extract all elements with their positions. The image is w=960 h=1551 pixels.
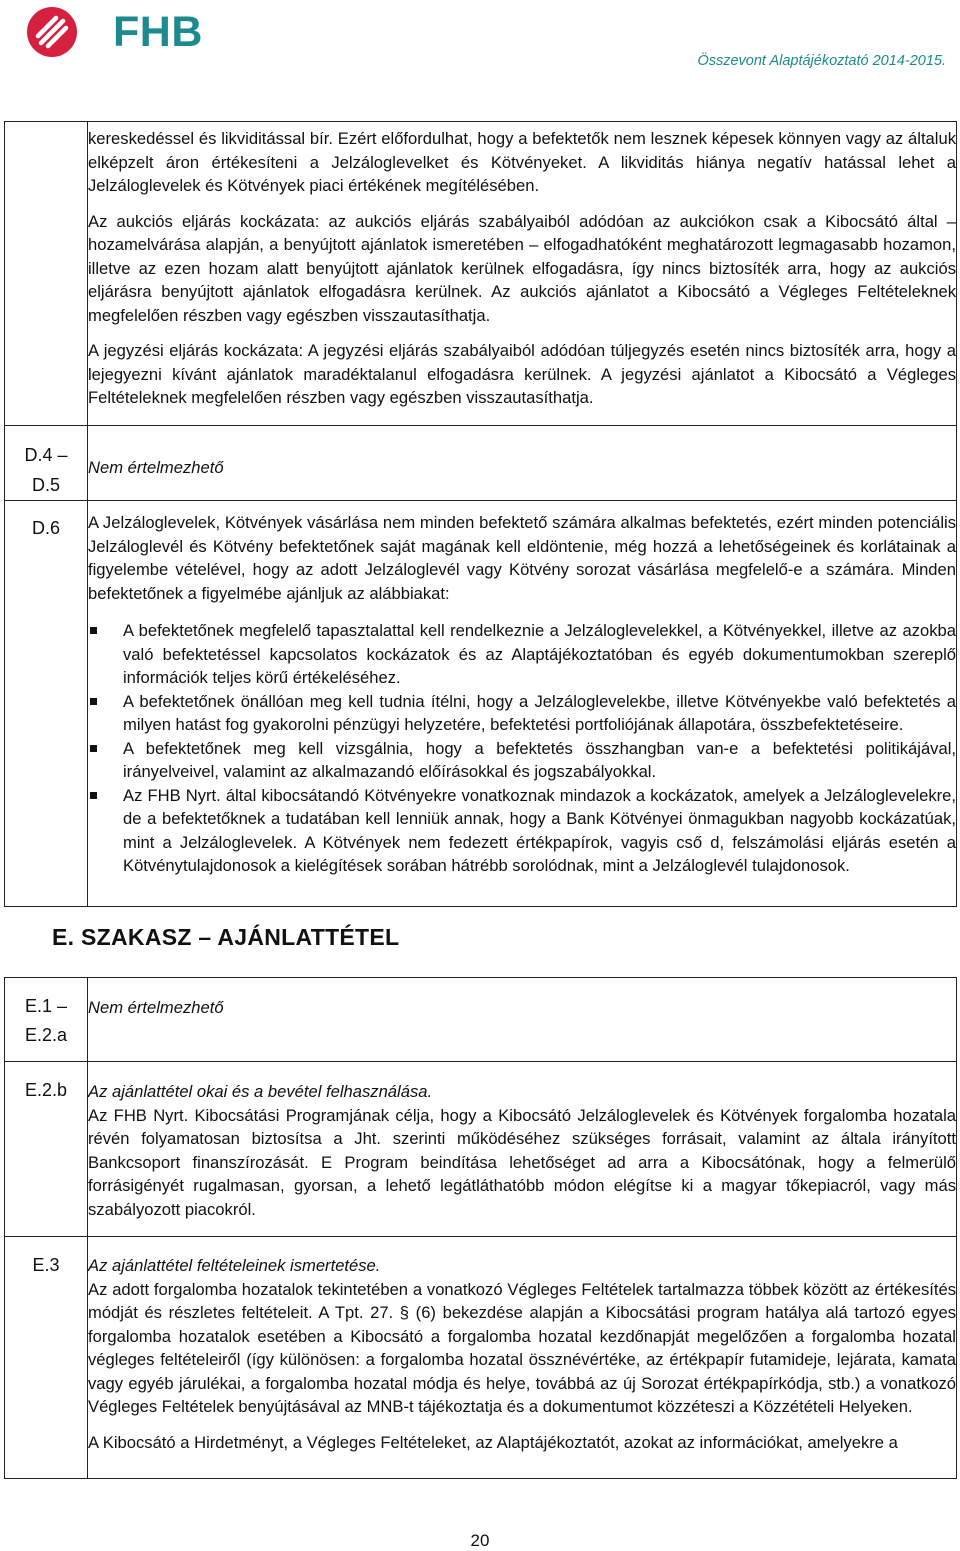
list-item-text: A befektetőnek meg kell vizsgálnia, hogy a befektetés összhangban van-e a befektetési politikájával, irányelveivel, valamint az alkalmazandó előírásokkal és jogszabályokkal.: [123, 738, 956, 781]
square-bullet-icon: [90, 745, 97, 752]
table-row: [5, 978, 957, 1062]
row-content-cell: [88, 122, 957, 426]
list-item-text: A befektetőnek megfelelő tapasztalattal kell rendelkeznie a Jelzáloglevelekkel, a Kötvényekkel, illetve az azokba való befektetéssel kapcsolatos kockázatok és az Alaptájékoztatóban és egyéb dokumentumokban szereplő információk teljes körű értékeléséhez.: [123, 621, 956, 687]
square-bullet-icon: [90, 627, 97, 634]
page-header: [0, 0, 960, 80]
row-code: E.2.b: [24, 1080, 68, 1100]
list-item: [88, 619, 956, 690]
not-applicable-text: Nem értelmezhető: [88, 998, 224, 1017]
row-code: D.6: [31, 518, 60, 538]
row-code-cell: [5, 978, 88, 1062]
not-applicable-text: Nem értelmezhető: [88, 458, 224, 477]
row-code: E.1 –: [24, 996, 68, 1016]
summary-table-d: [4, 121, 957, 907]
row-code-cell: [5, 1237, 88, 1479]
row-title: Az ajánlattétel feltételeinek ismertetése.: [88, 1256, 381, 1275]
row-code: D.5: [31, 475, 60, 495]
section-title: E. SZAKASZ – AJÁNLATTÉTEL: [52, 924, 400, 950]
row-code-cell: [5, 501, 88, 907]
row-title: Az ajánlattétel okai és a bevétel felhasználása.: [88, 1082, 433, 1101]
terms-paragraph-continued: A Kibocsátó a Hirdetményt, a Végleges Feltételeket, az Alaptájékoztatót, azokat az információkat, amelyekre a: [88, 1432, 898, 1452]
row-content-cell: [88, 1237, 957, 1479]
row-content-cell: [88, 501, 957, 907]
row-code: E.3: [32, 1255, 60, 1275]
auction-risk-paragraph: Az aukciós eljárás kockázata: az aukciós eljárás szabályaiból adódóan az aukciókon csak a Kibocsátó által – hozamelvárása alapján, a benyújtott ajánlatok ismeretében – elfogadhatóként meghatározott legmagasabb hozamon, illetve az ezen hozam alatt benyújtott ajánlatok kerülnek elfogadásra, így nincs biztosíték arra, hogy az aukciós eljárásra benyújtott ajánlatok elfogadásra kerülnek. Az aukciós ajánlatot a Kibocsátó a Végleges Feltételeknek megfelelően részben vagy egészben visszautasíthatja.: [88, 211, 956, 325]
list-item-text: Az FHB Nyrt. által kibocsátandó Kötvényekre vonatkoznak mindazok a kockázatok, amelyek a Jelzáloglevelekre, de a befektetőknek a tudatában kell lenniük annak, hogy a Bank Kötvényei önmagukban nagyobb kockázatúak, mint a Jelzáloglevelek. A Kötvények nem fedezett értékpapírok, vagyis cső d, felszámolási eljárás esetén a Kötvénytulajdonosok a kielégítések sorában hátrébb sorolódnak, mint a Jelzáloglevél tulajdonosok.: [123, 785, 956, 875]
table-row: [5, 1237, 957, 1479]
document-subtitle: Összevont Alaptájékoztató 2014-2015.: [697, 53, 946, 69]
table-row: [5, 122, 957, 426]
table-row: [5, 501, 957, 907]
fhb-logo-icon: [26, 6, 78, 58]
list-item: [88, 737, 956, 784]
list-item: [88, 690, 956, 737]
page-number: 20: [470, 1531, 490, 1550]
fhb-logo: [26, 6, 216, 58]
row-code: D.4 –: [24, 445, 68, 465]
row-code-cell: [5, 1062, 88, 1237]
row-code-cell: [5, 426, 88, 501]
row-content-cell: [88, 426, 957, 501]
logo-text: FHB: [113, 8, 203, 56]
row-content-cell: [88, 1062, 957, 1237]
table-row: [5, 426, 957, 501]
list-item: [88, 784, 956, 878]
suitability-paragraph: A Jelzáloglevelek, Kötvények vásárlása nem minden befektető számára alkalmas befektetés, ezért minden potenciális Jelzáloglevél és Kötvény befektetőnek saját magának kell eldöntenie, még hozzá a lehetőségeinek és korlátainak a figyelembe vételével, hogy az adott Jelzáloglevél vagy Kötvény sorozat vásárlása megfelelő-e a számára. Minden befektetőnek a figyelmébe ajánljuk az alábbiakat:: [88, 513, 956, 603]
square-bullet-icon: [90, 698, 97, 705]
row-content-cell: [88, 978, 957, 1062]
list-item-text: A befektetőnek önállóan meg kell tudnia ítélni, hogy a Jelzáloglevelekbe, illetve Kötvényekbe való befektetés a milyen hatást fog gyakorolni pénzügyi helyzetére, befektetési portfoliójának állapotára, összbefektetéseire.: [123, 691, 956, 734]
considerations-list: [88, 619, 956, 878]
row-code-cell: [5, 122, 88, 426]
table-row: [5, 1062, 957, 1237]
subscription-risk-paragraph: A jegyzési eljárás kockázata: A jegyzési eljárás szabályaiból adódóan túljegyzés esetén nincs biztosíték arra, hogy a lejegyezni kívánt ajánlatok maradéktalanul elfogadásra kerülnek. A jegyzési ajánlatot a Kibocsátó a Végleges Feltételeknek megfelelően részben vagy egészben visszautasíthatja.: [88, 341, 956, 407]
liquidity-paragraph: kereskedéssel és likviditással bír. Ezért előfordulhat, hogy a befektetők nem lesznek képesek könnyen vagy az általuk elképzelt áron értékesíteni a Jelzáloglevelket és Kötvényeket. A likviditás hiánya negatív hatással lehet a Jelzáloglevelek és Kötvények piaci értékének megítélésében.: [88, 129, 956, 195]
terms-paragraph: Az adott forgalomba hozatalok tekintetében a vonatkozó Végleges Feltételek tartalmazza többek között az értékesítés módját és részletes feltételeit. A Tpt. 27. § (6) bekezdése alapján a Kibocsátási program hatálya alá tartozó egyes forgalomba hozatalok esetében a Kibocsátó a forgalomba hozatal kezdőnapját megelőzően a forgalomba hozatal végleges feltételeiről (így különösen: a forgalomba hozatal össznévértéke, az értékpapír futamideje, lejárata, kamata vagy egyéb járulékai, a forgalomba hozatal módja és helye, továbbá az új Sorozat értékpapírkódja, stb.) a vonatkozó Végleges Feltételek benyújtásával az MNB-t tájékoztatja és a dokumentumot közzéteszi a Közzétételi Helyeken.: [88, 1279, 956, 1416]
purpose-paragraph: Az FHB Nyrt. Kibocsátási Programjának célja, hogy a Kibocsátó Jelzáloglevelek és Kötvények forgalomba hozatala révén folyamatosan biztosítsa a Jht. szerinti működéséhez szükséges forrásait, valamint az általa irányított Bankcsoport finanszírozását. E Program beindítása lehetőséget ad arra a Kibocsátónak, hogy a felmerülő forrásigényét rugalmasan, gyorsan, a lehető legátláthatóbb módon elégítse ki a magyar tőkepiacról, vagy más szabályozott piacokról.: [88, 1105, 956, 1219]
row-code: E.2.a: [24, 1025, 68, 1045]
summary-table-e: [4, 977, 957, 1479]
square-bullet-icon: [90, 792, 97, 799]
